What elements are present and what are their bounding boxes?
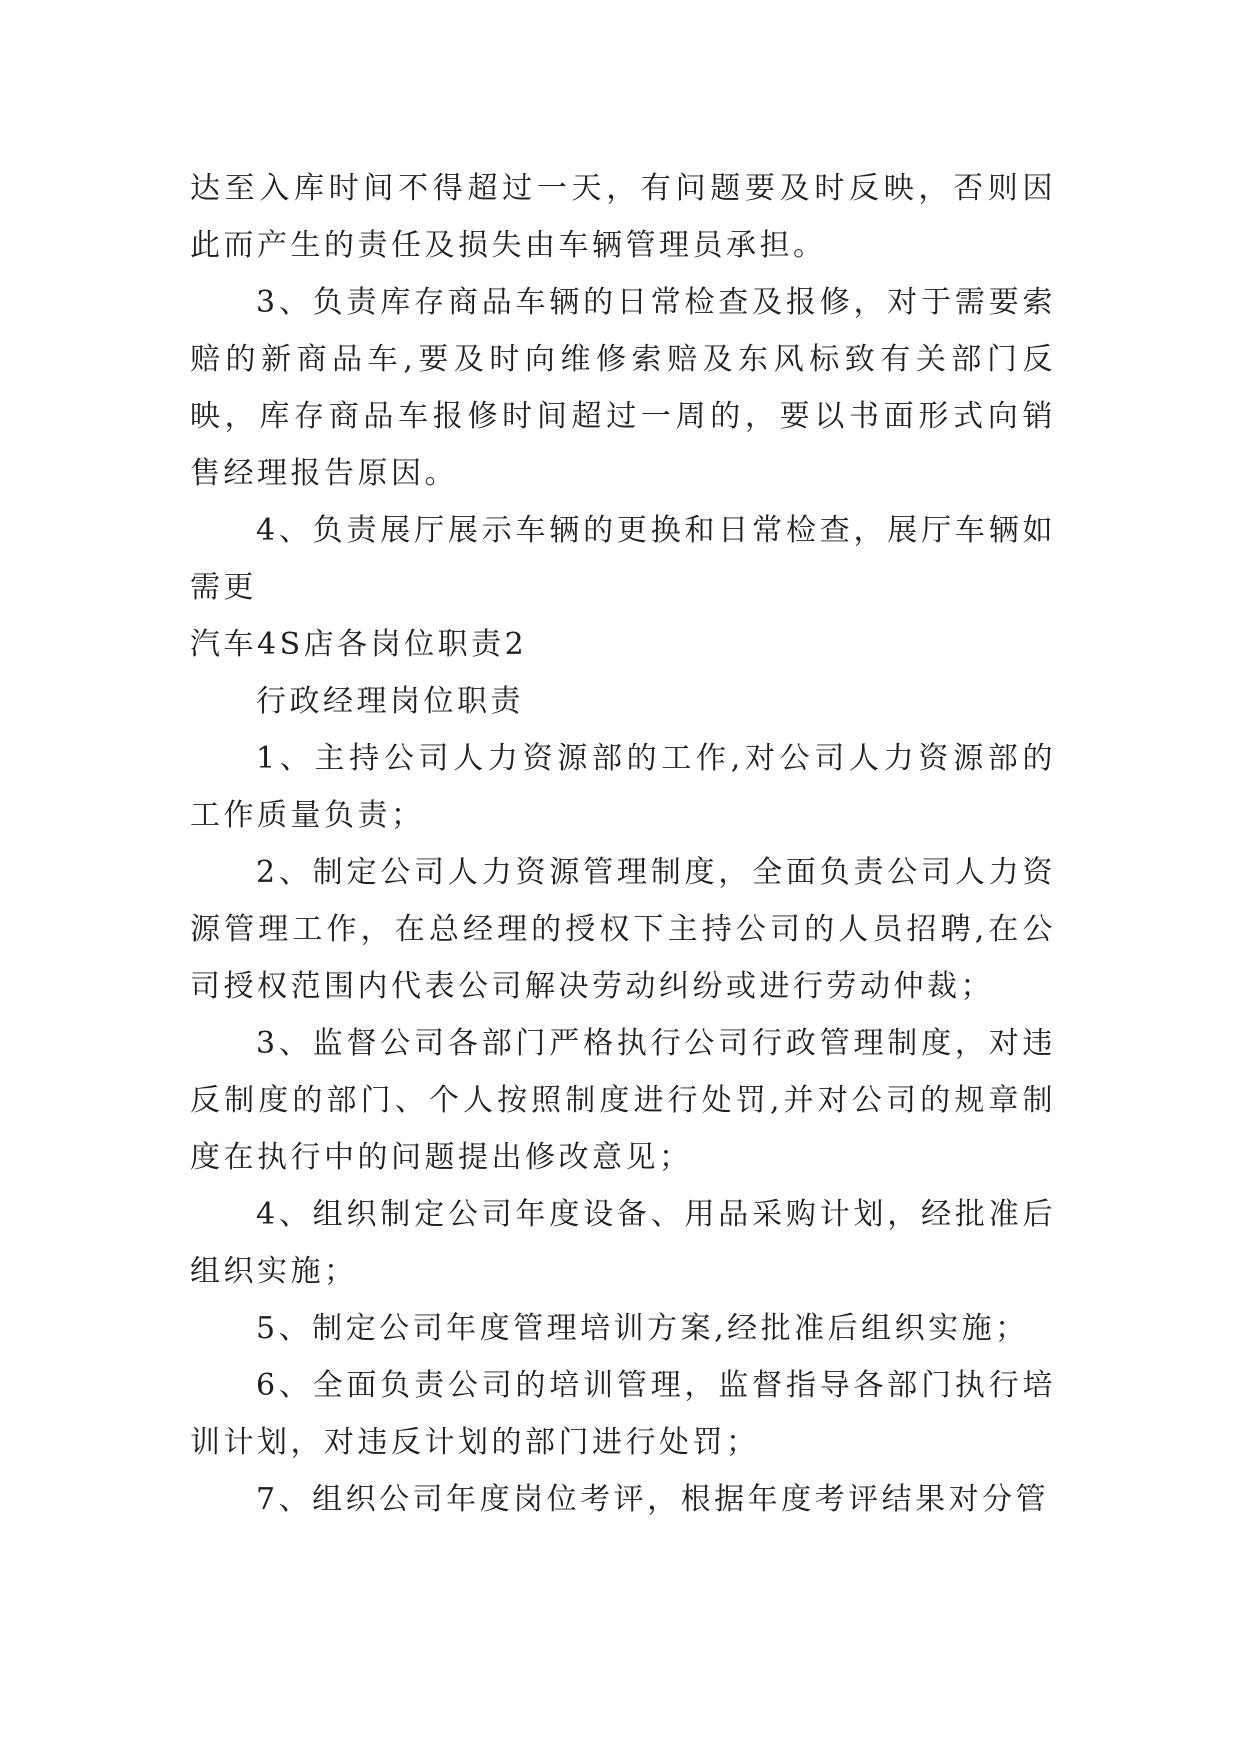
duty-item-2: 2、制定公司人力资源管理制度，全面负责公司人力资源管理工作，在总经理的授权下主持公司的人员招聘,在公司授权范围内代表公司解决劳动纠纷或进行劳动仲裁；: [190, 855, 1056, 1004]
duty-item-3: 3、监督公司各部门严格执行公司行政管理制度，对违反制度的部门、个人按照制度进行处罚,并对公司的规章制度在执行中的问题提出修改意见；: [190, 1026, 1056, 1175]
duty-item-6: 6、全面负责公司的培训管理，监督指导各部门执行培训计划，对违反计划的部门进行处罚；: [190, 1368, 1056, 1460]
duty-item-1: 1、主持公司人力资源部的工作,对公司人力资源部的工作质量负责；: [190, 741, 1056, 833]
section-heading: 汽车4S店各岗位职责2: [190, 627, 528, 662]
duty-item-7: 7、组织公司年度岗位考评，根据年度考评结果对分管: [256, 1482, 1050, 1517]
paragraph-storage-time: 达至入库时间不得超过一天，有问题要及时反映，否则因此而产生的责任及损失由车辆管理员承担。: [190, 171, 1056, 263]
paragraph-inventory-inspection: 3、负责库存商品车辆的日常检查及报修，对于需要索赔的新商品车,要及时向维修索赔及东风标致有关部门反映，库存商品车报修时间超过一周的，要以书面形式向销售经理报告原因。: [190, 285, 1056, 491]
duty-item-4: 4、组织制定公司年度设备、用品采购计划，经批准后组织实施；: [190, 1197, 1056, 1289]
document-body: [190, 160, 1056, 1528]
subsection-title: 行政经理岗位职责: [256, 684, 524, 719]
paragraph-showroom-vehicles: 4、负责展厅展示车辆的更换和日常检查，展厅车辆如需更: [190, 513, 1056, 605]
duty-item-5: 5、制定公司年度管理培训方案,经批准后组织实施；: [256, 1311, 1029, 1346]
